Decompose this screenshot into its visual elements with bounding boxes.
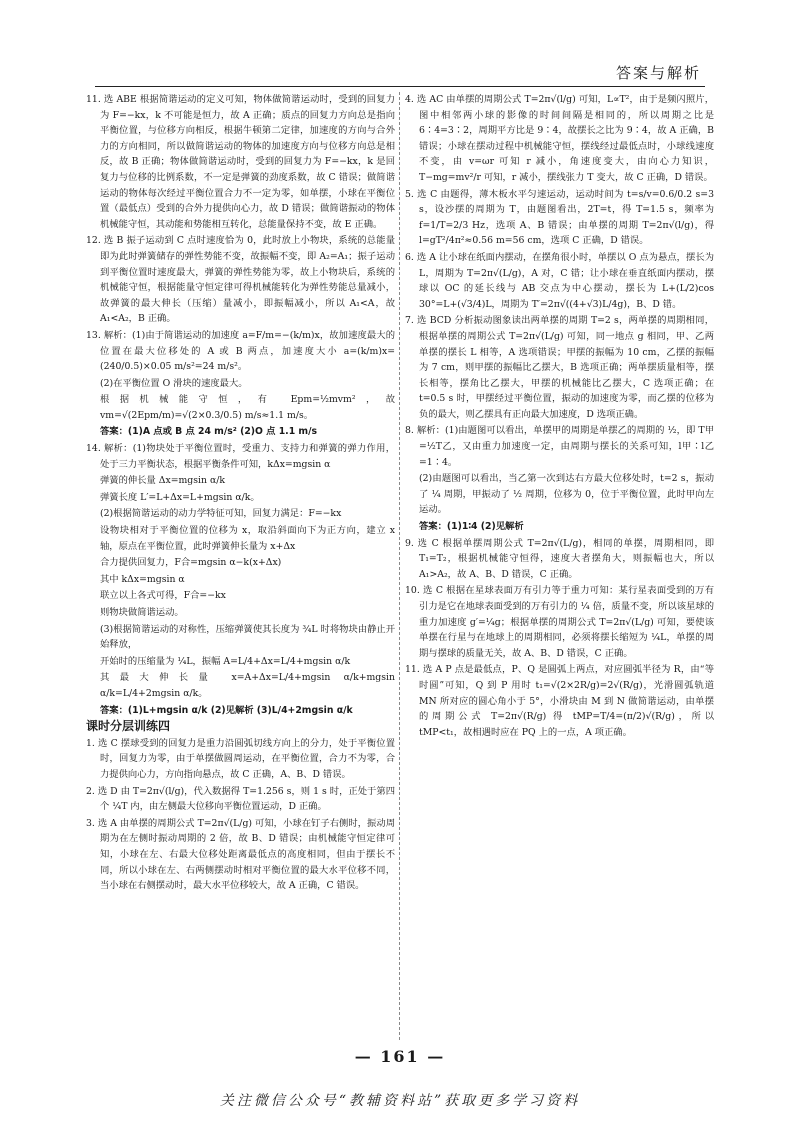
left-column — [86, 92, 395, 1040]
paragraph: 13. 解析：(1)由于简谐运动的加速度 a=F/m=−(k/m)x，故加速度最大的位置在最大位移处的 A 或 B 两点，加速度大小 a=(k/m)x=(240/0.5)×0.05 m/s²=24 m/s²。 — [86, 329, 395, 373]
paragraph: 11. 选 A P 点是最低点，P、Q 是圆弧上两点，对应圆弧半径为 R，由“等时圆”可知，Q 到 P 用时 t₁=√(2×2R/g)=2√(R/g)，光滑圆弧轨道 MN 所对应的圆心角小于 5°，小滑块由 M 到 N 做简谐运动，由单摆的周期公式 T=2π√(R/g) 得 tMP=T/4=(π/2)√(R/g)，所以 tMP<t₁，故相遇时应在 PQ 上的一点，A 项正确。 — [405, 664, 714, 738]
column-divider — [395, 92, 405, 1040]
paragraph: 其最大伸长量 x=A+Δx=L/4+mgsin α/k+mgsin α/k=L/4+2mgsin α/k。 — [100, 672, 395, 699]
header-title: 答案与解析 — [615, 64, 701, 82]
paragraph: (3)根据简谐运动的对称性，压缩弹簧使其长度为 ¾L 时将物块由静止开始释放， — [100, 623, 395, 651]
paragraph: 5. 选 C 由题得，薄木板水平匀速运动，运动时间为 t=s/v=0.6/0.2 s=3 s，设沙摆的周期为 T，由题图看出，2T=t，得 T=1.5 s，频率为 f=1/T=2/3 Hz，选项 A、B 错误；由单摆的周期 T=2π√(l/g)，得 l=gT²/4π²≈0.56 m=56 cm，选项 C 正确，D 错误。 — [405, 188, 714, 247]
paragraph: 4. 选 AC 由单摆的周期公式 T=2π√(l/g) 可知，L∝T²，由于是频闪照片，图中相邻两小球的影像的时间间隔是相同的，所以周期之比是 6∶4=3∶2，周期平方比是 9∶4，故摆长之比为 9∶4，故 A 正确，B 错误；小球在摆动过程中机械能守恒，摆线经过最低点时，小球线速度不变，由 v=ωr 可知 r 减小，角速度变大，由向心力知识，T−mg=mv²/r 可知，r 减小，摆线张力 T 变大，故 C 正确，D 错误。 — [405, 94, 714, 183]
section-title: 课时分层训练四 — [86, 719, 171, 734]
paragraph: 则物块做简谐运动。 — [100, 607, 184, 618]
page-header — [95, 58, 705, 87]
paragraph: 弹簧的伸长量 Δx=mgsin α/k — [100, 475, 225, 487]
paragraph: 6. 选 A 让小球在纸面内摆动，在摆角很小时，单摆以 O 点为悬点，摆长为 L，周期为 T=2π√(L/g)，A 对，C 错；让小球在垂直纸面内摆动，摆球以 OC 的延长线与 AB 交点为中心摆动，摆长为 L+(L/2)cos 30°=L+(√3/4)L，周期为 T′=2π√((4+√3)L/4g)，B、D 错。 — [405, 251, 714, 310]
page-number: — 161 — — [354, 1047, 446, 1066]
paragraph: 3. 选 A 由单摆的周期公式 T=2π√(L/g) 可知，小球在钉子右侧时，振动周期为在左侧时振动周期的 2 倍，故 B、D 错误；由机械能守恒定律可知，小球在左、右最大位移处距离最低点的高度相同，但由于摆长不同，所以小球在左、右两侧摆动时相对平衡位置的最大水平位移不同，当小球在右侧摆动时，最大水平位移较大，故 A 正确，C 错误。 — [86, 817, 395, 892]
paragraph: 设物块相对于平衡位置的位移为 x，取沿斜面向下为正方向，建立 x 轴，原点在平衡位置，此时弹簧伸长量为 x+Δx — [100, 525, 395, 552]
paragraph: 11. 选 ABE 根据简谐运动的定义可知，物体做简谐运动时，受到的回复力为 F=−kx，k 不可能是恒力，故 A 正确；质点的回复力方向总是指向平衡位置，与位移方向相反，根据牛顿第二定律，加速度的方向与合外力的方向相同，所以做简谐运动的物体的加速度方向与位移方向总是相反，故 B 正确；物体做简谐运动时，受到的回复力为 F=−kx，k 是回复力与位移的比例系数，不一定是弹簧的劲度系数，故 C 错误；做简谐运动的物体每次经过平衡位置合力不一定为零，如单摆，小球在平衡位置（最低点）受到的合外力提供向心力，故 D 错误；做简谐振动的物体机械能守恒，其动能和势能相互转化，总能量保持不变，故 E 正确。 — [86, 94, 395, 230]
paragraph: 14. 解析：(1)物块处于平衡位置时，受重力、支持力和弹簧的弹力作用，处于三力平衡状态，根据平衡条件可知，kΔx=mgsin α — [86, 443, 395, 470]
paragraph: 合力提供回复力，F合=mgsin α−k(x+Δx) — [100, 557, 282, 569]
answer-line: 答案：(1)1∶4 (2)见解析 — [419, 521, 524, 533]
paragraph: (2)在平衡位置 O 滑块的速度最大。 — [100, 377, 248, 389]
paragraph: 其中 kΔx=mgsin α — [100, 573, 185, 585]
paragraph: 开始时的压缩量为 ¼L，振幅 A=L/4+Δx=L/4+mgsin α/k — [100, 655, 351, 667]
right-column — [405, 92, 714, 1040]
paragraph: 7. 选 BCD 分析振动图象读出两单摆的周期 T=2 s，两单摆的周期相同，根据单摆的周期公式 T=2π√(L/g) 可知，同一地点 g 相同，甲、乙两单摆的摆长 L 相等，A 选项错误；甲摆的振幅为 10 cm，乙摆的振幅为 7 cm，则甲摆的振幅比乙摆大，B 选项正确；两单摆质量相等，摆长相等，摆角比乙摆大，甲摆的机械能比乙摆大，C 选项正确；在 t=0.5 s 时，甲摆经过平衡位置，振动的加速度为零，而乙摆的位移为负的最大，则乙摆具有正向最大加速度，D 选项正确。 — [405, 315, 714, 420]
paragraph: 2. 选 D 由 T=2π√(l/g)，代入数据得 T=1.256 s，则 1 s 时，正处于第四个 ¼T 内，由左侧最大位移向平衡位置运动，D 正确。 — [86, 785, 395, 813]
paragraph: 弹簧长度 L′=L+Δx=L+mgsin α/k。 — [100, 491, 260, 503]
footer-note: 关注微信公众号“教辅资料站”获取更多学习资料 — [219, 1093, 581, 1109]
paragraph: 9. 选 C 根据单摆周期公式 T=2π√(L/g)，相同的单摆，周期相同，即 T₁=T₂，根据机械能守恒得，速度大者摆角大，则振幅也大，所以 A₁>A₂，故 A、B、D 错误，C 正确。 — [405, 537, 714, 580]
paragraph: (2)由题图可以看出，当乙第一次到达右方最大位移处时，t=2 s，振动了 ¼ 周期，甲振动了 ½ 周期，位移为 0，位于平衡位置，此时甲向左运动。 — [419, 473, 714, 516]
answer-line: 答案：(1)L+mgsin α/k (2)见解析 (3)L/4+2mgsin α/k — [100, 704, 353, 716]
answer-line: 答案：(1)A 点或 B 点 24 m/s² (2)O 点 1.1 m/s — [100, 426, 318, 438]
page-body — [86, 92, 714, 1040]
paragraph: (2)根据简谐运动的动力学特征可知，回复力满足：F=−kx — [100, 508, 342, 520]
paragraph: 10. 选 C 根据在星球表面万有引力等于重力可知：某行星表面受到的万有引力是它在地球表面受到的万有引力的 ¼ 倍，质量不变，所以该星球的重力加速度 g′=¼g；根据单摆的周期公式 T=2π√(L/g) 可知，要使该单摆在行星与在地球上的周期相同，必须将摆长缩短为 ¼L，单摆的周期与摆球的质量无关，故 A、B、D 错误，C 正确。 — [405, 585, 714, 659]
paragraph: 12. 选 B 振子运动到 C 点时速度恰为 0，此时放上小物块，系统的总能量即为此时弹簧储存的弹性势能不变，故振幅不变，即 A₂=A₁；振子运动到平衡位置时速度最大，弹簧的弹性势能为零，故上小物块后，系统的机械能守恒，根据能量守恒定律可得机械能转化为弹性势能总量减小，故弹簧的最大伸长（压缩）量减小，即振幅减小，所以 A₁<A，故 A₁<A₂，B 正确。 — [86, 235, 395, 325]
paragraph: 1. 选 C 摆球受到的回复力是重力沿圆弧切线方向上的分力，处于平衡位置时，回复力为零，由于单摆做圆周运动，在平衡位置，合力不为零，合力提供向心力，方向指向悬点，故 C 正确，A、B、D 错误。 — [86, 737, 395, 780]
paragraph: 根据机械能守恒，有 Epm=½mvm²，故 vm=√(2Epm/m)=√(2×0.3/0.5) m/s≈1.1 m/s。 — [100, 394, 395, 421]
paragraph: 联立以上各式可得，F合=−kx — [100, 590, 226, 602]
paragraph: 8. 解析：(1)由题图可以看出，单摆甲的周期是单摆乙的周期的 ½，即 T甲=½T乙，又由重力加速度一定，由周期与摆长的关系可知，l甲∶l乙=1∶4。 — [405, 425, 714, 468]
